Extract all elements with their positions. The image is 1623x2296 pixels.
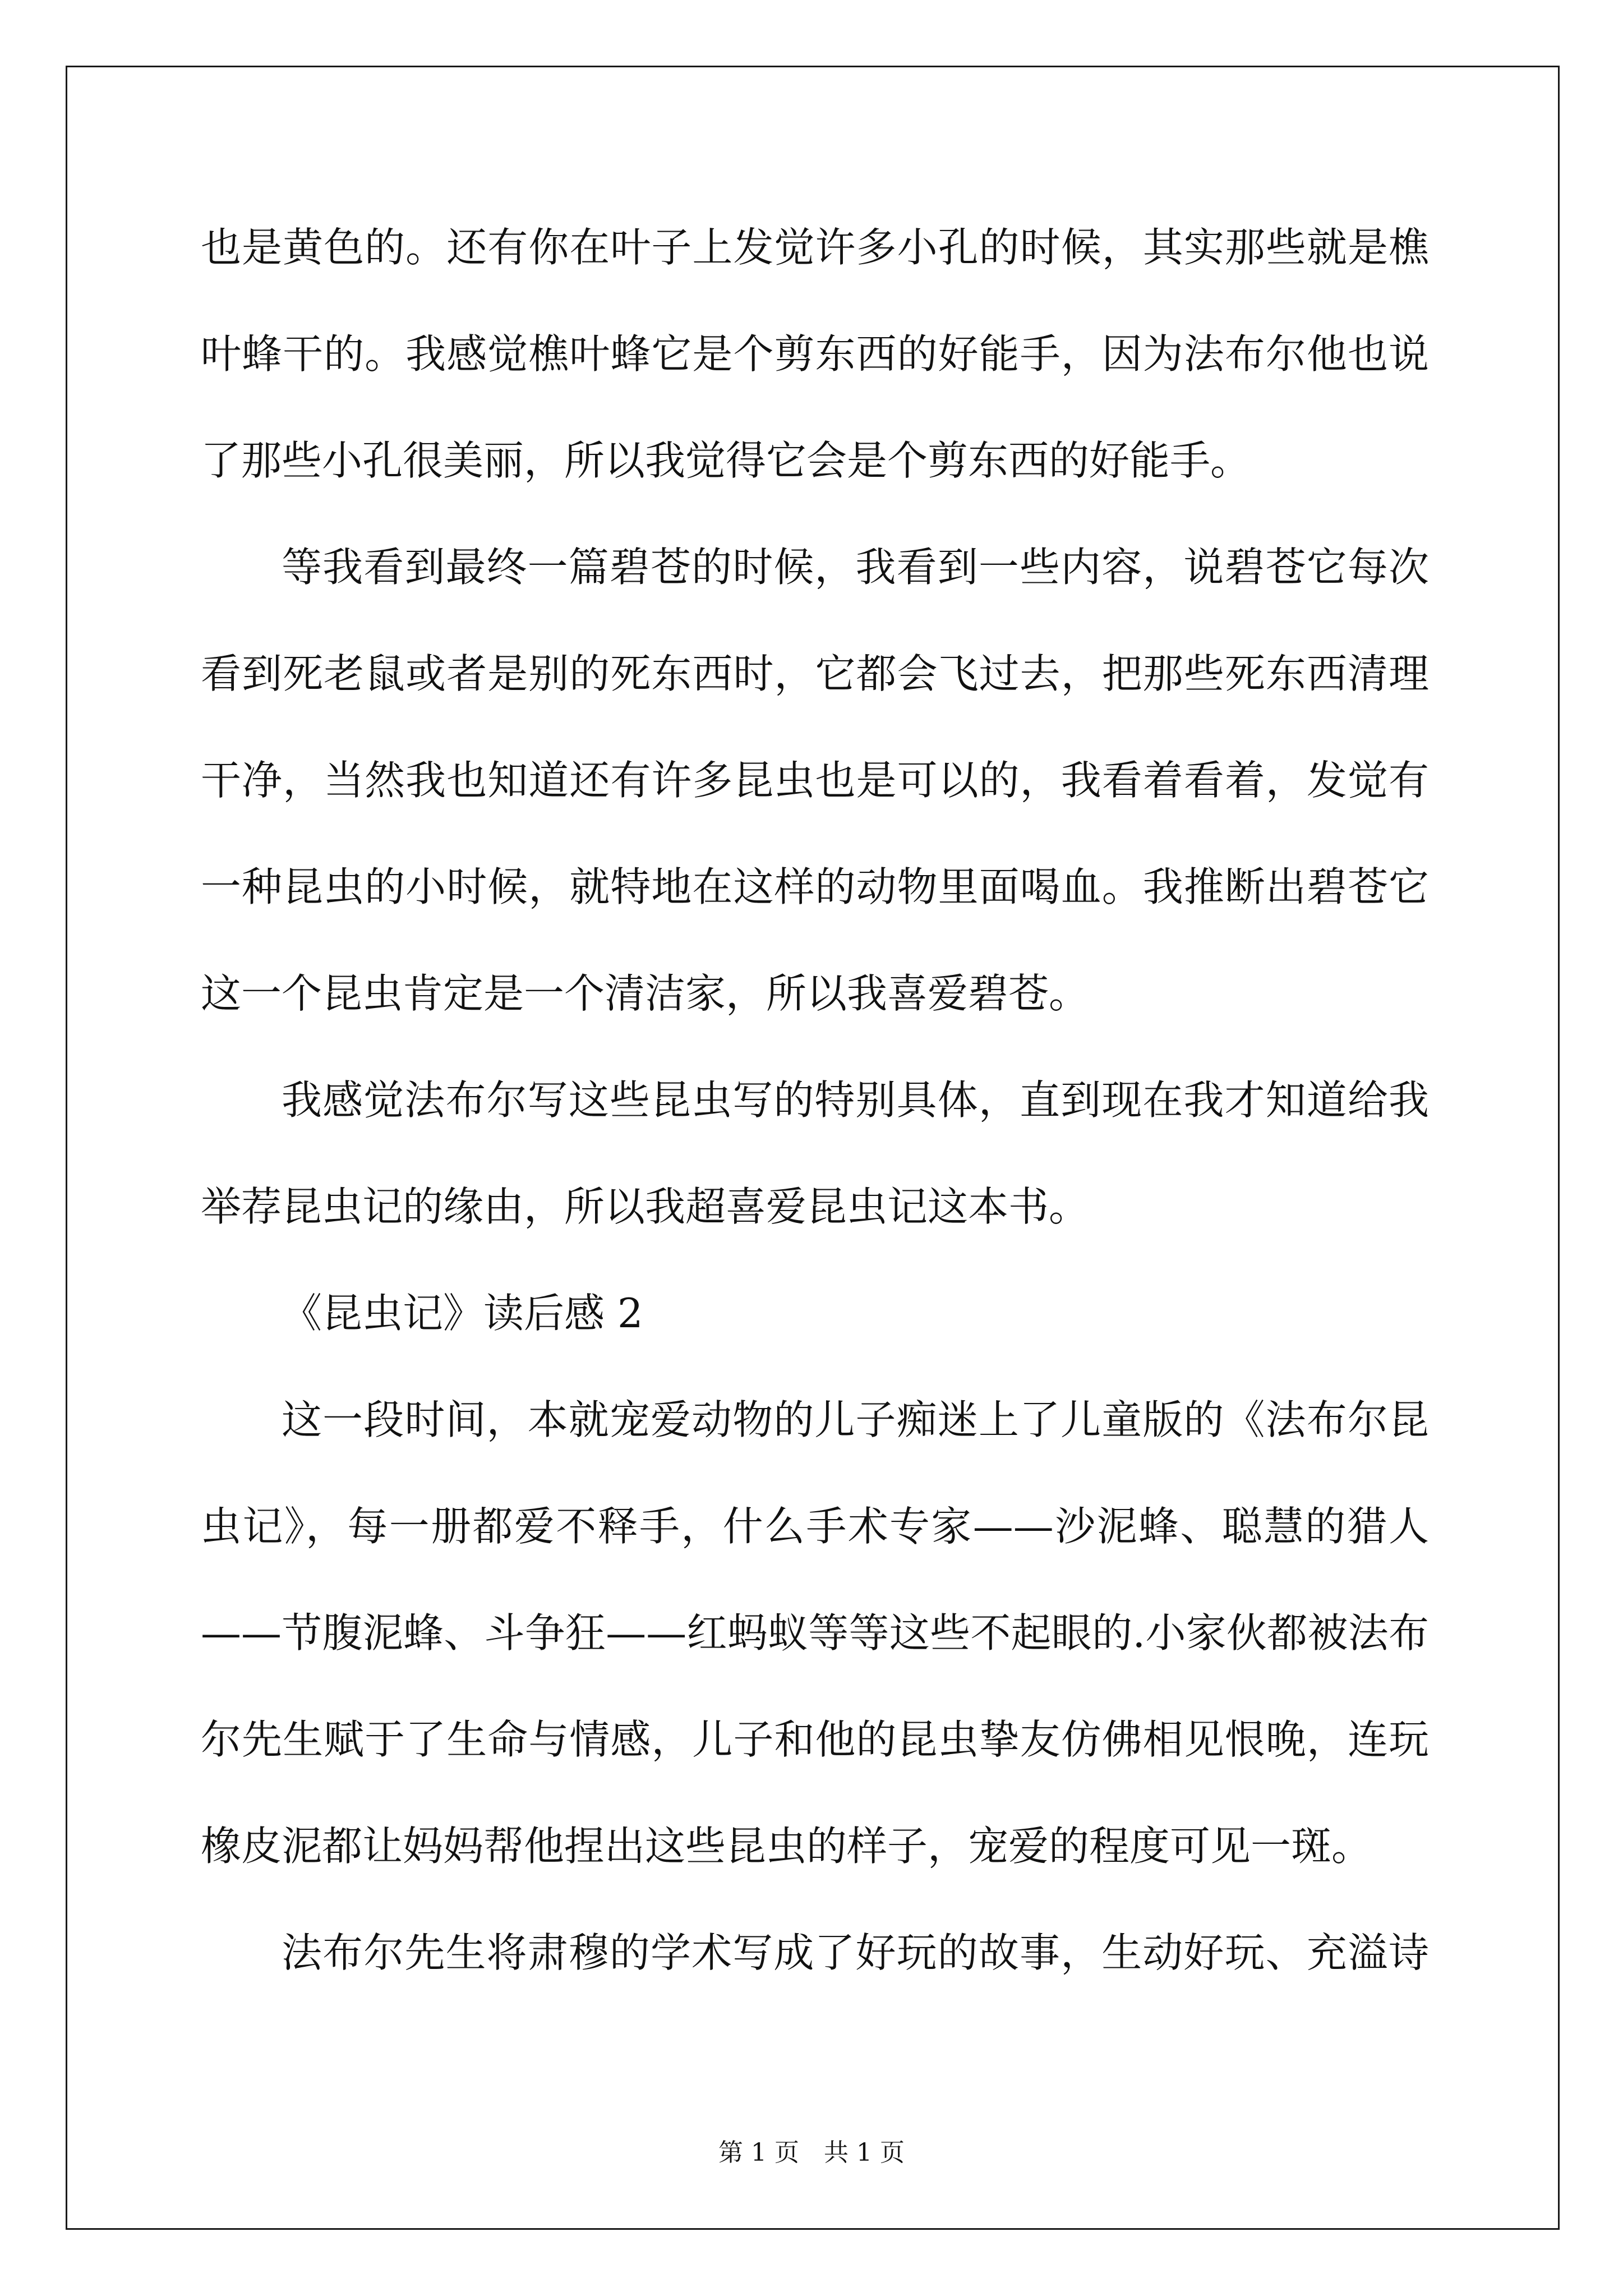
paragraph-start-line: 这一段时间，本就宠爱动物的儿子痴迷上了儿童版的《法布尔昆: [282, 1396, 1429, 1443]
text-line: 一种昆虫的小时候，就特地在这样的动物里面喝血。我推断出碧苍它: [201, 863, 1429, 910]
text-line: 干净，当然我也知道还有许多昆虫也是可以的，我看着看着，发觉有: [201, 757, 1429, 804]
text-line: 叶蜂干的。我感觉樵叶蜂它是个剪东西的好能手，因为法布尔他也说: [201, 330, 1429, 378]
page-border: [66, 66, 1560, 2230]
text-line: 看到死老鼠或者是别的死东西时，它都会飞过去，把那些死东西清理: [201, 650, 1429, 697]
text-line: 了那些小孔很美丽，所以我觉得它会是个剪东西的好能手。: [201, 437, 1251, 484]
paragraph-start-line: 我感觉法布尔写这些昆虫写的特别具体，直到现在我才知道给我: [282, 1076, 1429, 1124]
text-line: 也是黄色的。还有你在叶子上发觉许多小孔的时候，其实那些就是樵: [201, 224, 1429, 271]
paragraph-start-line: 等我看到最终一篇碧苍的时候，我看到一些内容，说碧苍它每次: [282, 544, 1429, 591]
section-heading: 《昆虫记》读后感 2: [282, 1290, 643, 1337]
text-line: 橡皮泥都让妈妈帮他捏出这些昆虫的样子，宠爱的程度可见一斑。: [201, 1823, 1372, 1870]
text-line: ——节腹泥蜂、斗争狂——红蚂蚁等等这些不起眼的.小家伙都被法布: [201, 1609, 1429, 1657]
text-line: 虫记》，每一册都爱不释手，什么手术专家——沙泥蜂、聪慧的猎人: [201, 1503, 1429, 1550]
text-line: 尔先生赋于了生命与情感，儿子和他的昆虫挚友仿佛相见恨晚，连玩: [201, 1716, 1429, 1763]
text-line: 这一个昆虫肯定是一个清洁家，所以我喜爱碧苍。: [201, 970, 1090, 1017]
text-line: 举荐昆虫记的缘由，所以我超喜爱昆虫记这本书。: [201, 1183, 1090, 1230]
paragraph-start-line: 法布尔先生将肃穆的学术写成了好玩的故事，生动好玩、充溢诗: [282, 1929, 1429, 1976]
page-footer: 第 1 页 共 1 页: [718, 2138, 905, 2167]
